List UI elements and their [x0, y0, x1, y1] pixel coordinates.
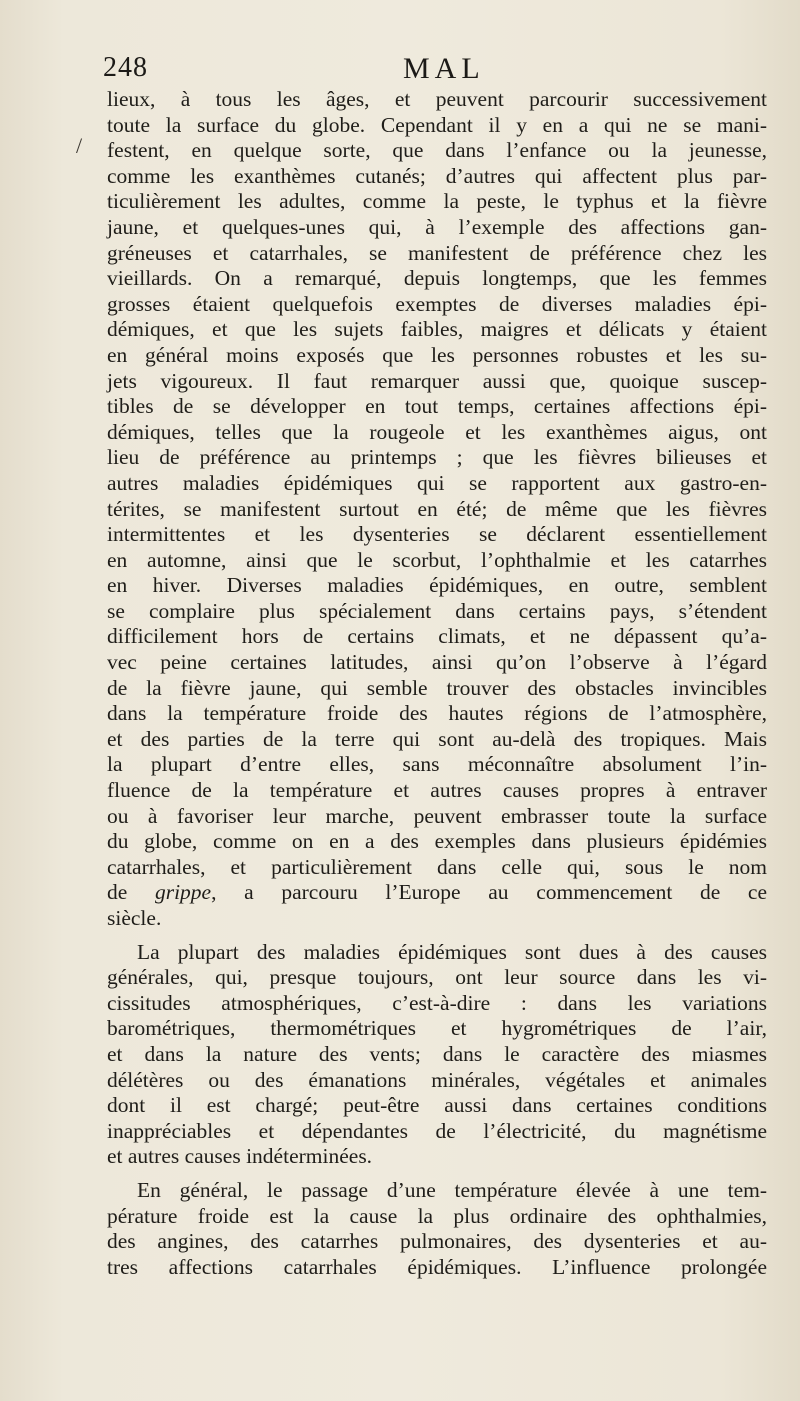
text-line: dans la température froide des hautes régions de l’atmosphère, [107, 701, 767, 726]
text-line: lieux, à tous les âges, et peuvent parcourir successivement [107, 87, 767, 111]
text-line: et autres causes indéterminées. [107, 1144, 373, 1169]
text-line: et dans la nature des vents; dans le caractère des miasmes [107, 1041, 767, 1066]
text-line: en général moins exposés que les personnes robustes et les su- [107, 342, 767, 367]
text-line: fluence de la température et autres causes propres à entraver [107, 778, 767, 803]
text-line: en automne, ainsi que le scorbut, l’ophthalmie et les catarrhes [107, 547, 767, 572]
text-line: inappréciables et dépendantes de l’électricité, du magnétisme [107, 1118, 767, 1143]
text-line: jets vigoureux. Il faut remarquer aussi que, quoique suscep- [107, 368, 767, 393]
text-line: vieillards. On a remarqué, depuis longtemps, que les femmes [107, 266, 767, 291]
text-line: du globe, comme on en a des exemples dans plusieurs épidémies [107, 829, 767, 854]
text-line: gréneuses et catarrhales, se manifestent de préférence chez les [107, 240, 767, 265]
text-line: et des parties de la terre qui sont au-delà des tropiques. Mais [107, 726, 767, 751]
text-line: difficilement hors de certains climats, et ne dépassent qu’a- [107, 624, 767, 649]
text-line: toute la surface du globe. Cependant il y en a qui ne se mani- [107, 112, 767, 137]
text-line: tibles de se développer en tout temps, certaines affections épi- [107, 394, 767, 419]
paragraph-1 [107, 87, 767, 932]
text-line: dont il est chargé; peut-être aussi dans certaines conditions [107, 1093, 767, 1118]
text-line: jaune, et quelques-unes qui, à l’exemple des affections gan- [107, 214, 767, 239]
text-line: se complaire plus spécialement dans certains pays, s’étendent [107, 598, 767, 623]
margin-stroke-mark: / [76, 133, 83, 158]
text-line: délétères ou des émanations minérales, végétales et animales [107, 1067, 767, 1092]
text-line: en hiver. Diverses maladies épidémiques, en outre, semblent [107, 573, 767, 598]
text-line: intermittentes et les dysenteries se déclarent essentiellement [107, 522, 767, 547]
paragraph-2 [107, 940, 767, 1170]
text-line: cissitudes atmosphériques, c’est-à-dire : dans les variations [107, 990, 767, 1015]
paragraph-gap [107, 1170, 767, 1178]
text-line: lieu de préférence au printemps ; que les fièvres bilieuses et [107, 445, 767, 470]
text-line: barométriques, thermométriques et hygrométriques de l’air, [107, 1016, 767, 1041]
paragraph-gap [107, 932, 767, 940]
text-line: pérature froide est la cause la plus ordinaire des ophthalmies, [107, 1203, 767, 1228]
text-line: autres maladies épidémiques qui se rapportent aux gastro-en- [107, 470, 767, 495]
page-number: 248 [103, 52, 148, 83]
text-line: La plupart des maladies épidémiques sont dues à des causes [137, 939, 767, 964]
paragraph-3 [107, 1178, 767, 1280]
text-line: comme les exanthèmes cutanés; d’autres qui affectent plus par- [107, 163, 767, 188]
text-line: tres affections catarrhales épidémiques. L’influence prolongée [107, 1254, 767, 1279]
text-line: festent, en quelque sorte, que dans l’enfance ou la jeunesse, [107, 138, 767, 163]
running-head: MAL [403, 52, 485, 85]
text-line: catarrhales, et particulièrement dans celle qui, sous le nom [107, 854, 767, 879]
text-line: démiques, et que les sujets faibles, maigres et délicats y étaient [107, 317, 767, 342]
text-line: générales, qui, presque toujours, ont leur source dans les vi- [107, 965, 767, 990]
text-line: ticulièrement les adultes, comme la peste, le typhus et la fièvre [107, 189, 767, 214]
text-line: grosses étaient quelquefois exemptes de diverses maladies épi- [107, 291, 767, 316]
text-line: vec peine certaines latitudes, ainsi qu’on l’observe à l’égard [107, 650, 767, 675]
body-text [107, 87, 767, 1280]
text-line: de la fièvre jaune, qui semble trouver des obstacles invincibles [107, 675, 767, 700]
text-line-with-italic: de grippe, a parcouru l’Europe au commencement de ce [107, 880, 767, 905]
page-header [103, 52, 763, 86]
italic-term: grippe [154, 880, 212, 905]
text-line: En général, le passage d’une température élevée à une tem- [137, 1177, 767, 1202]
text-line: des angines, des catarrhes pulmonaires, des dysenteries et au- [107, 1229, 767, 1254]
text-line: la plupart d’entre elles, sans méconnaître absolument l’in- [107, 752, 767, 777]
text-line: ou à favoriser leur marche, peuvent embrasser toute la surface [107, 803, 767, 828]
text-line: démiques, telles que la rougeole et les exanthèmes aigus, ont [107, 419, 767, 444]
text-line: siècle. [107, 906, 162, 930]
text-line: térites, se manifestent surtout en été; de même que les fièvres [107, 496, 767, 521]
